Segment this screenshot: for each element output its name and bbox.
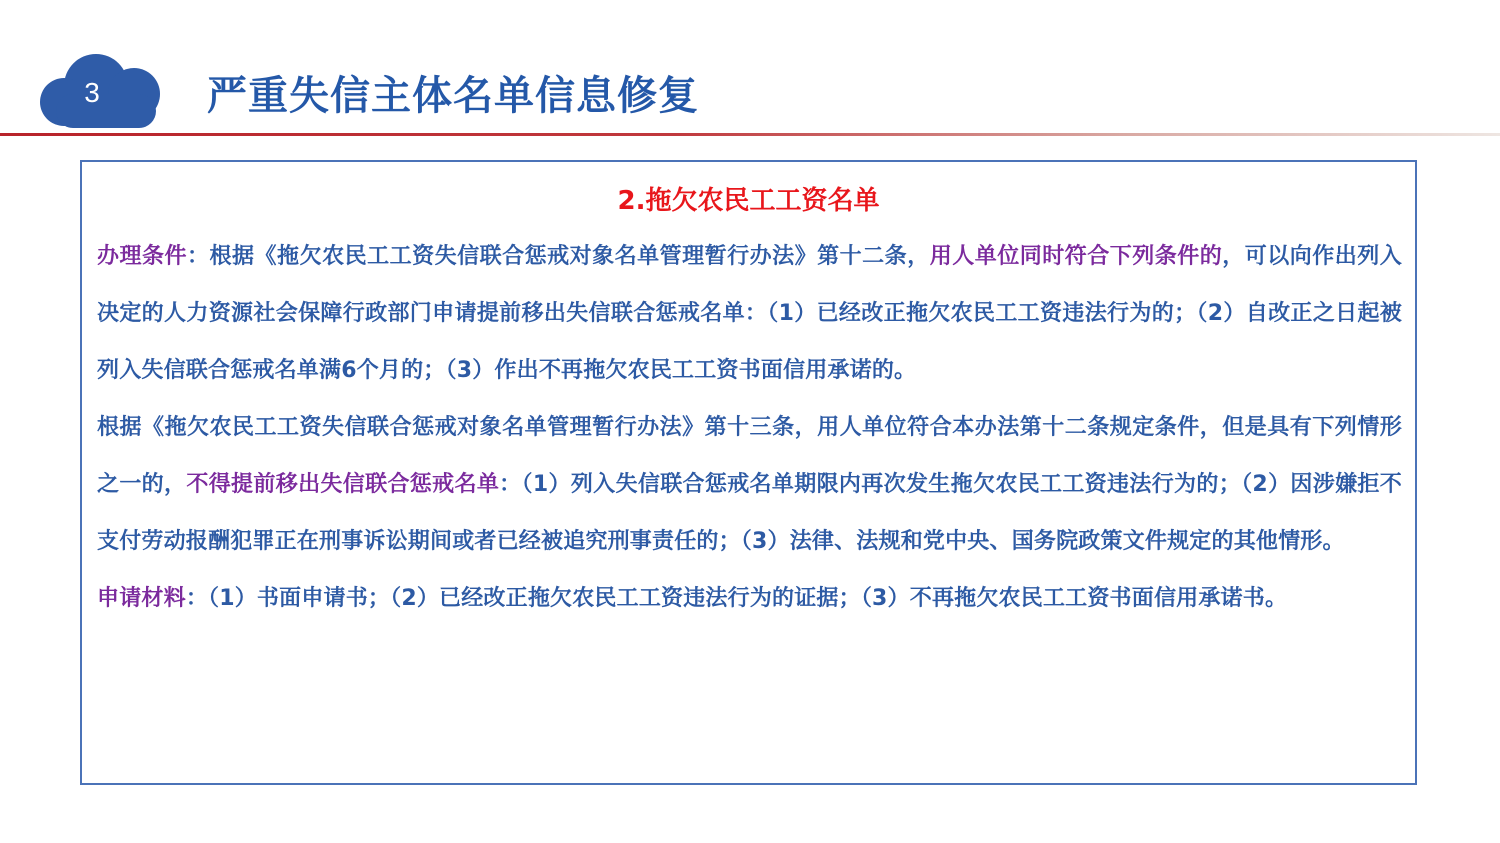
section-heading: 2.拖欠农民工工资名单 — [617, 186, 880, 216]
header-divider — [0, 133, 1500, 136]
section-number: 3 — [84, 77, 100, 108]
paragraph-materials — [97, 570, 1402, 627]
conditions-highlight: 用人单位同时符合下列条件的 — [929, 244, 1223, 269]
content-paragraphs — [97, 228, 1402, 627]
content-box — [80, 160, 1417, 785]
materials-label: 申请材料 — [97, 586, 186, 611]
paragraph-exclusions — [97, 399, 1402, 570]
materials-text: ：（1）书面申请书；（2）已经改正拖欠农民工工资违法行为的证据；（3）不再拖欠农民工工资书面信用承诺书。 — [185, 586, 1288, 611]
conditions-colon: ： — [187, 244, 210, 269]
conditions-text-1: 根据《拖欠农民工工资失信联合惩戒对象名单管理暂行办法》第十二条， — [209, 244, 930, 269]
conditions-label: 办理条件 — [97, 244, 188, 269]
page-title: 严重失信主体名单信息修复 — [207, 73, 699, 119]
exclusions-text-1: 根据《拖欠农民工工资失信联合惩戒对象名单管理暂行办法》第十三条，用人单位符合本办法第十二条规定条件，但是具有下列情形之一的， — [97, 415, 1402, 497]
paragraph-conditions — [97, 228, 1402, 399]
exclusions-text-2: ：（1）列入失信联合惩戒名单期限内再次发生拖欠农民工工资违法行为的；（2）因涉嫌拒不支付劳动报酬犯罪正在刑事诉讼期间或者已经被追究刑事责任的；（3）法律、法规和党中央、国务院政策文件规定的其他情形。 — [97, 472, 1402, 554]
exclusions-highlight: 不得提前移出失信联合惩戒名单 — [186, 472, 500, 497]
conditions-text-2: ，可以向作出列入决定的人力资源社会保障行政部门申请提前移出失信联合惩戒名单：（1）已经改正拖欠农民工工资违法行为的；（2）自改正之日起被列入失信联合惩戒名单满6个月的；（3）作出不再拖欠农民工工资书面信用承诺的。 — [97, 244, 1402, 383]
